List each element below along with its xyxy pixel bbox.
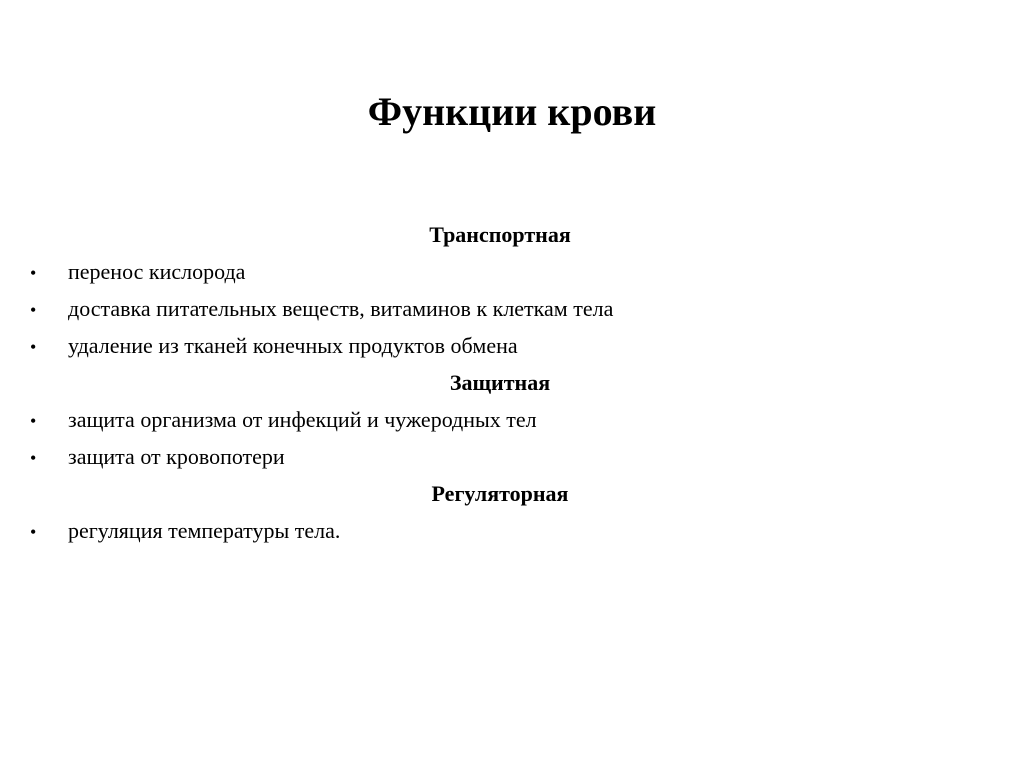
- bullet-icon: •: [30, 337, 37, 357]
- section-heading-transport: Транспортная: [429, 222, 571, 247]
- list-item-text: регуляция температуры тела.: [68, 518, 341, 543]
- list-item: [30, 253, 970, 290]
- list-item-text: защита организма от инфекций и чужеродных тел: [68, 407, 537, 432]
- section-heading-regulatory: Регуляторная: [431, 481, 569, 506]
- list-item: [30, 512, 970, 549]
- bullet-icon: •: [30, 263, 37, 283]
- bullet-icon: •: [30, 411, 37, 431]
- slide-content: [30, 216, 970, 549]
- list-item: [30, 290, 970, 327]
- bullet-icon: •: [30, 448, 37, 468]
- list-item-text: доставка питательных веществ, витаминов к клеткам тела: [68, 296, 614, 321]
- list-item-text: удаление из тканей конечных продуктов обмена: [68, 333, 518, 358]
- list-item-text: защита от кровопотери: [68, 444, 285, 469]
- slide-title: Функции крови: [367, 89, 657, 134]
- list-item-text: перенос кислорода: [68, 259, 246, 284]
- section-heading-protective: Защитная: [449, 370, 551, 395]
- list-item: [30, 438, 970, 475]
- bullet-icon: •: [30, 522, 37, 542]
- bullet-icon: •: [30, 300, 37, 320]
- list-item: [30, 401, 970, 438]
- list-item: [30, 327, 970, 364]
